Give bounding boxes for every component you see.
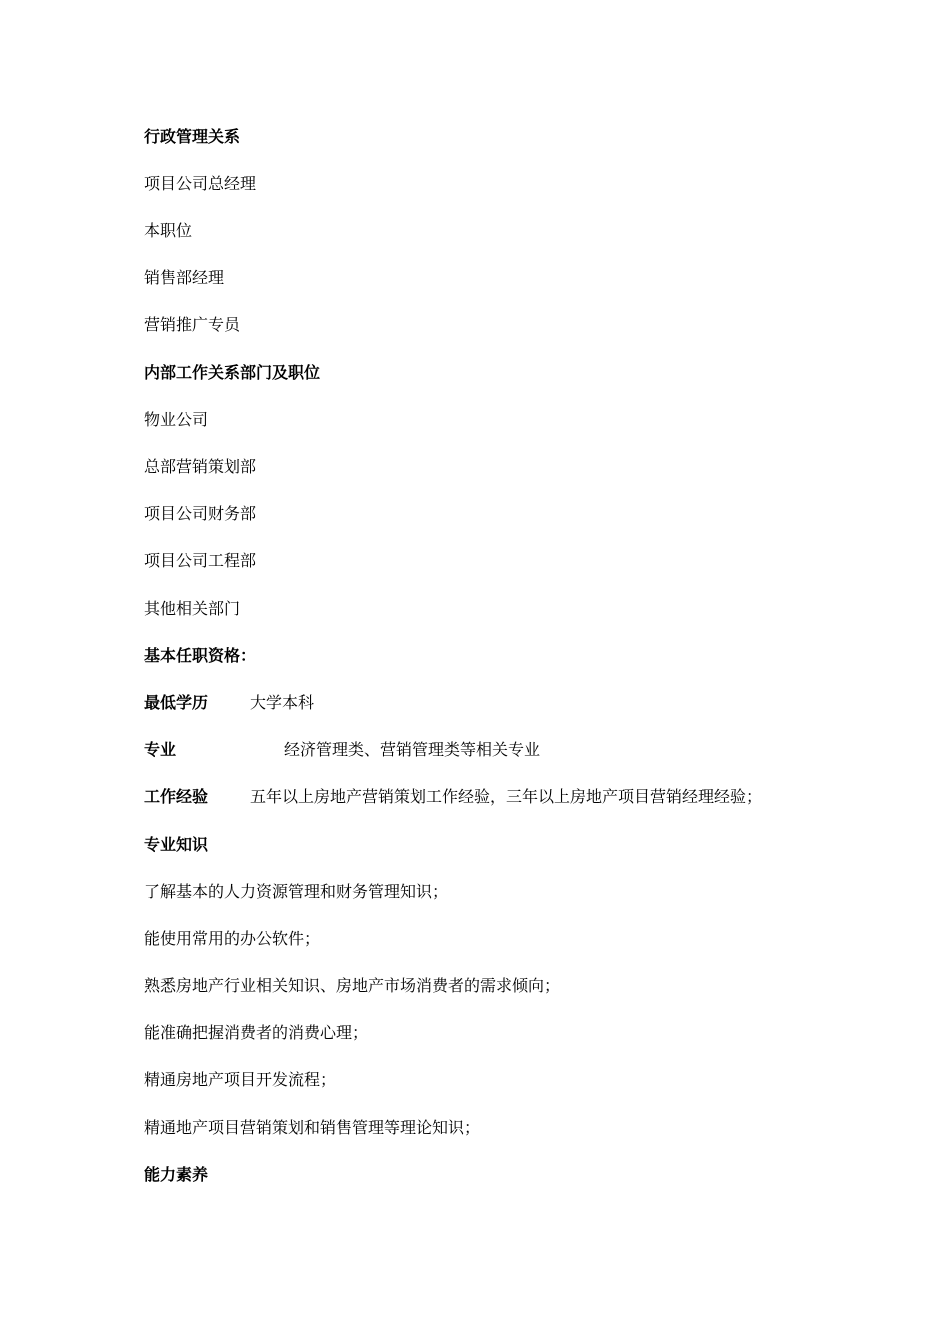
line-sales-manager: 销售部经理: [144, 268, 225, 287]
qualification-label: 专业: [144, 740, 177, 759]
line-engineering-dept: 项目公司工程部: [144, 551, 257, 570]
knowledge-item: 精通地产项目营销策划和销售管理等理论知识；: [144, 1118, 481, 1137]
knowledge-item: 能准确把握消费者的消费心理；: [144, 1023, 369, 1042]
line-marketing-specialist: 营销推广专员: [144, 315, 241, 334]
qualification-value: 五年以上房地产营销策划工作经验，三年以上房地产项目营销经理经验；: [250, 787, 763, 806]
knowledge-item: 精通房地产项目开发流程；: [144, 1070, 337, 1089]
qualification-label: 工作经验: [144, 787, 209, 806]
line-other-depts: 其他相关部门: [144, 599, 241, 618]
heading-admin-relations: 行政管理关系: [144, 127, 241, 146]
heading-professional-knowledge: 专业知识: [144, 835, 209, 854]
qualification-value: 经济管理类、营销管理类等相关专业: [284, 740, 541, 759]
heading-internal-relations: 内部工作关系部门及职位: [144, 363, 321, 382]
heading-qualifications: 基本任职资格：: [144, 646, 257, 665]
qualification-label: 最低学历: [144, 693, 209, 712]
heading-ability: 能力素养: [144, 1165, 209, 1184]
qualification-value: 大学本科: [250, 693, 315, 712]
qualification-row-experience: [144, 786, 763, 808]
qualification-row-education: [144, 692, 315, 714]
line-finance-dept: 项目公司财务部: [144, 504, 257, 523]
qualification-row-major: [144, 739, 541, 761]
line-hq-marketing: 总部营销策划部: [144, 457, 257, 476]
knowledge-item: 能使用常用的办公软件；: [144, 929, 321, 948]
line-property-company: 物业公司: [144, 410, 209, 429]
line-project-gm: 项目公司总经理: [144, 174, 257, 193]
knowledge-item: 了解基本的人力资源管理和财务管理知识；: [144, 882, 449, 901]
knowledge-item: 熟悉房地产行业相关知识、房地产市场消费者的需求倾向；: [144, 976, 561, 995]
line-this-position: 本职位: [144, 221, 193, 240]
